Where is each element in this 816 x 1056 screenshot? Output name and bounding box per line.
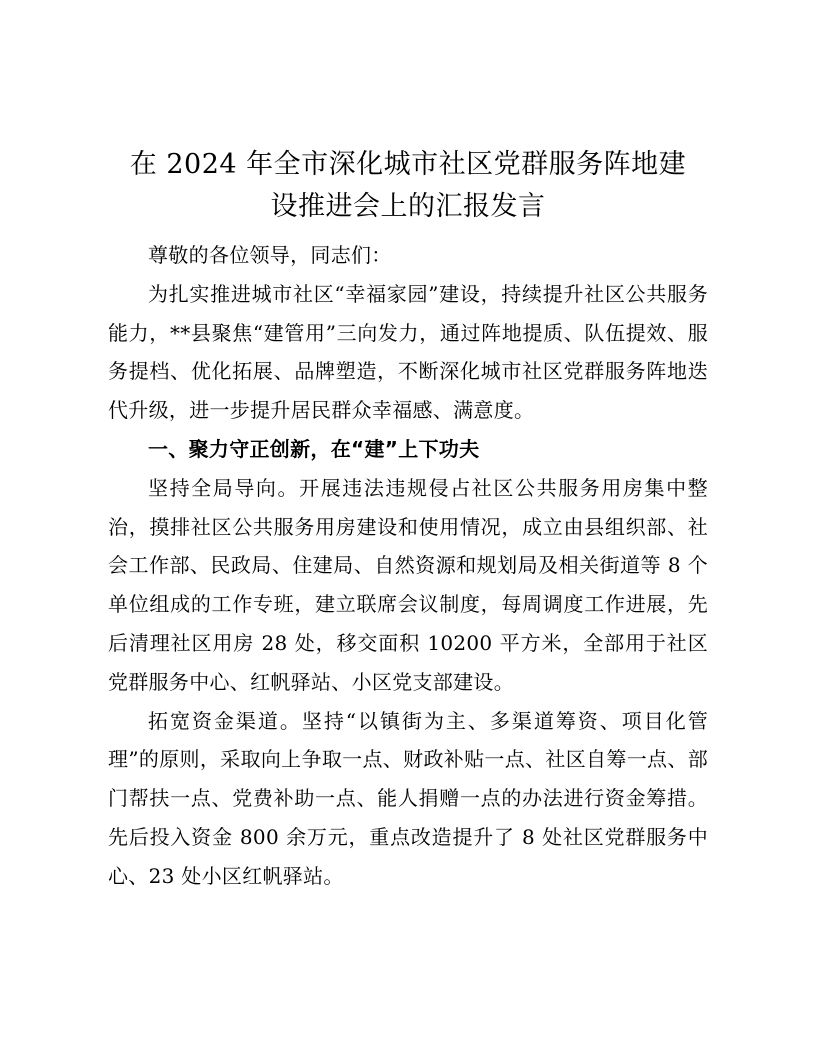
intro-paragraph: 为扎实推进城市社区“幸福家园”建设，持续提升社区公共服务能力，**县聚焦“建管用”三向发力，通过阵地提质、队伍提效、服务提档、优化拓展、品牌塑造，不断深化城市社区党群服务阵地迭代升级，进一步提升居民群众幸福感、满意度。 [108, 281, 708, 423]
title-line-1: 在 2024 年全市深化城市社区党群服务阵地建 [129, 149, 687, 180]
title-line-2: 设推进会上的汇报发言 [270, 191, 546, 222]
salutation: 尊敬的各位领导，同志们： [148, 243, 392, 267]
paragraph-2: 拓宽资金渠道。坚持“以镇街为主、多渠道筹资、项目化管理”的原则，采取向上争取一点、财政补贴一点、社区自筹一点、部门帮扶一点、党费补助一点、能人捐赠一点的办法进行资金筹措。先后投入资金 800 余万元，重点改造提升了 8 处社区党群服务中心、23 处小区红帆驿站。 [108, 708, 708, 888]
paragraph-1: 坚持全局导向。开展违法违规侵占社区公共服务用房集中整治，摸排社区公共服务用房建设和使用情况，成立由县组织部、社会工作部、民政局、住建局、自然资源和规划局及相关街道等 8 个单位组成的工作专班，建立联席会议制度，每周调度工作进展，先后清理社区用房 28 处，移交面积 10200 平方米，全部用于社区党群服务中心、红帆驿站、小区党支部建设。 [108, 475, 708, 694]
section-heading-1: 一、聚力守正创新，在“建”上下功夫 [148, 436, 480, 461]
document-title [108, 144, 708, 228]
document-body [108, 144, 708, 896]
